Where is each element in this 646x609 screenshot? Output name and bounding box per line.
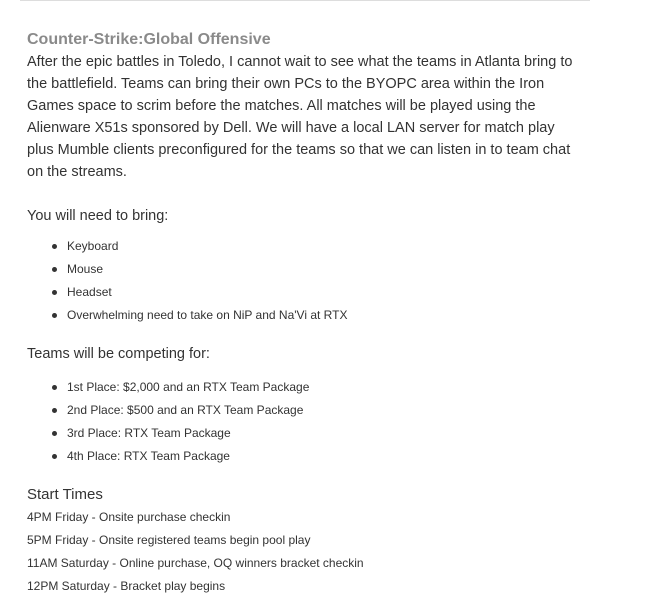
article-body [27,29,607,598]
intro-line: Games space to scrim before the matches. All matches will be played using the [27,98,536,114]
list-item-text: Overwhelming need to take on NiP and Na'Vi at RTX [67,308,348,322]
intro-line: on the streams. [27,164,127,180]
bullet-dot-icon [52,244,57,249]
start-times-heading: Start Times [27,486,103,503]
bullet-dot-icon [52,290,57,295]
intro-line: Alienware X51s sponsored by Dell. We will have a local LAN server for match play [27,120,555,136]
intro-line: After the epic battles in Toledo, I cannot wait to see what the teams in Atlanta bring to [27,54,573,70]
top-divider [20,0,590,1]
start-time-item: 5PM Friday - Onsite registered teams begin pool play [27,533,311,547]
intro-line: plus Mumble clients preconfigured for the teams so that we can listen in to team chat [27,142,571,158]
bullet-dot-icon [52,431,57,436]
list-item [27,235,607,258]
article-title: Counter-Strike:Global Offensive [27,31,271,48]
intro-paragraph [27,51,607,183]
list-item-text: 3rd Place: RTX Team Package [67,426,231,440]
start-time-item: 12PM Saturday - Bracket play begins [27,579,226,593]
bullet-dot-icon [52,313,57,318]
list-item-text: Headset [67,285,112,299]
start-time-item: 11AM Saturday - Online purchase, OQ winners bracket checkin [27,556,364,570]
start-times-list [27,506,607,598]
list-item-text: 4th Place: RTX Team Package [67,449,230,463]
bullet-dot-icon [52,454,57,459]
list-item [27,445,607,468]
list-item-text: Mouse [67,262,104,276]
list-item-text: 2nd Place: $500 and an RTX Team Package [67,403,304,417]
list-item [27,304,607,327]
start-time-item: 4PM Friday - Onsite purchase checkin [27,510,231,524]
list-item [27,422,607,445]
intro-line: the battlefield. Teams can bring their own PCs to the BYOPC area within the Iron [27,76,545,92]
list-item [27,258,607,281]
prizes-list [27,376,607,468]
list-item-text: Keyboard [67,239,119,253]
bring-list [27,235,607,327]
bullet-dot-icon [52,408,57,413]
bullet-dot-icon [52,385,57,390]
list-item [27,281,607,304]
list-item-text: 1st Place: $2,000 and an RTX Team Package [67,380,310,394]
prizes-heading: Teams will be competing for: [27,346,210,362]
list-item [27,376,607,399]
bullet-dot-icon [52,267,57,272]
list-item [27,399,607,422]
bring-heading: You will need to bring: [27,208,169,224]
